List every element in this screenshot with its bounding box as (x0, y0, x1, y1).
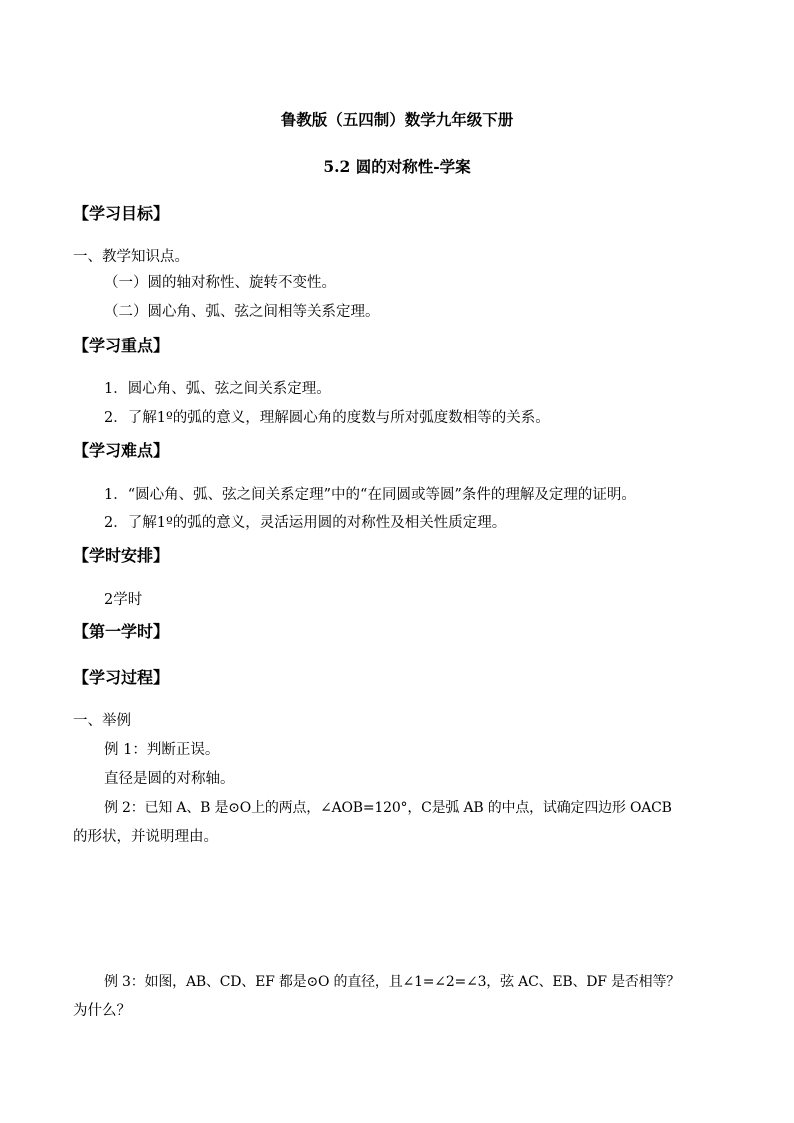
objectives-item-1: （一）圆的轴对称性、旋转不变性。 (104, 275, 336, 291)
difficulties-item-1: 1．“圆心角、弧、弦之间关系定理”中的“在同圆或等圆”条件的理解及定理的证明。 (104, 487, 636, 503)
objectives-heading: 【学习目标】 (73, 204, 170, 223)
process-part-1: 一、举例 (73, 713, 131, 729)
key-points-heading: 【学习重点】 (73, 336, 170, 355)
difficulties-item-2: 2．了解1º的弧的意义，灵活运用圆的对称性及相关性质定理。 (104, 515, 507, 531)
first-period-heading: 【第一学时】 (73, 622, 170, 641)
process-heading: 【学习过程】 (73, 668, 170, 687)
example-1-label: 例 1：判断正误。 (104, 742, 220, 758)
objectives-item-0: 一、教学知识点。 (73, 249, 189, 265)
example-1-text: 直径是圆的对称轴。 (104, 771, 235, 787)
document-subtitle: 5.2 圆的对称性-学案 (323, 157, 471, 176)
key-points-item-1: 1．圆心角、弧、弦之间关系定理。 (104, 381, 331, 397)
schedule-text: 2学时 (104, 592, 143, 608)
example-3-line-2: 为什么？ (73, 1003, 131, 1019)
schedule-heading: 【学时安排】 (73, 546, 170, 565)
objectives-item-2: （二）圆心角、弧、弦之间相等关系定理。 (104, 304, 380, 320)
key-points-item-2: 2．了解1º的弧的意义，理解圆心角的度数与所对弧度数相等的关系。 (104, 410, 550, 426)
document-title: 鲁教版（五四制）数学九年级下册 (280, 110, 514, 129)
difficulties-heading: 【学习难点】 (73, 441, 170, 460)
example-2-line-2: 的形状，并说明理由。 (73, 829, 218, 845)
example-2-line-1: 例 2：已知 A、B 是⊙O上的两点，∠AOB=120°，C是弧 AB 的中点，试确定四边形 OACB (104, 800, 672, 816)
example-3-line-1: 例 3：如图，AB、CD、EF 都是⊙O 的直径，且∠1=∠2=∠3，弦 AC、EB、DF 是否相等？ (104, 974, 681, 990)
